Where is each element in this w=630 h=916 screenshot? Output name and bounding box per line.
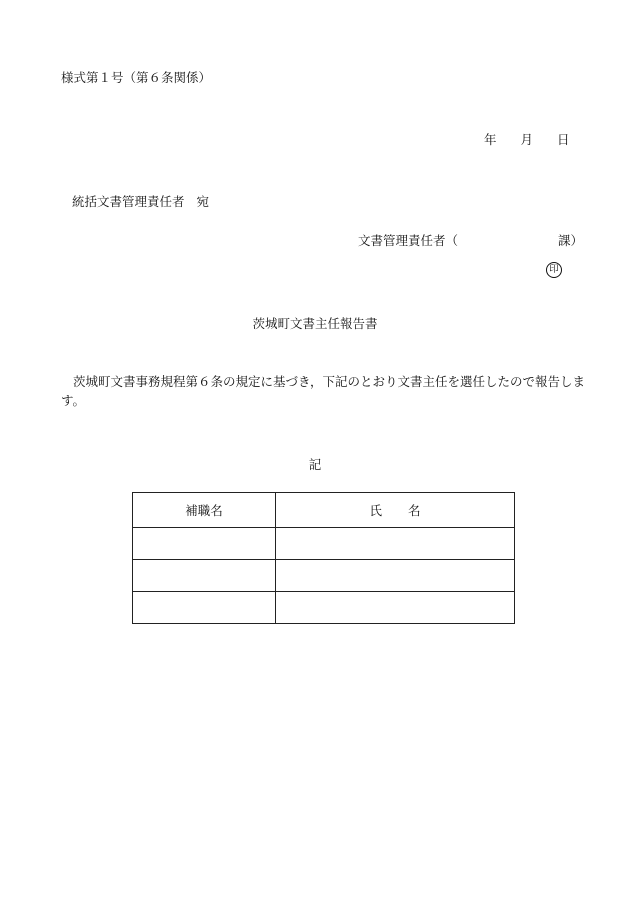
table-row xyxy=(133,560,515,592)
date-day: 日 xyxy=(557,132,570,147)
header-name-1: 氏 xyxy=(369,503,382,518)
date-year: 年 xyxy=(484,132,497,147)
addressee xyxy=(72,192,209,210)
header-name-2: 名 xyxy=(408,503,421,518)
body-text: 茨城町文書事務規程第６条の規定に基づき，下記のとおり文書主任を選任したので報告します。 xyxy=(61,374,586,408)
header-assistant-title: 補職名 xyxy=(133,493,276,528)
addressee-name: 統括文書管理責任者 xyxy=(72,194,185,209)
addressee-suffix: 宛 xyxy=(196,194,210,209)
cell-assistant-title[interactable] xyxy=(133,528,276,560)
header-name xyxy=(276,493,515,528)
date-line xyxy=(484,130,570,148)
ki-heading: 記 xyxy=(308,457,322,472)
sender-line xyxy=(358,231,583,249)
table-row xyxy=(133,592,515,624)
seal-mark: 印 xyxy=(546,262,562,278)
officer-table xyxy=(132,492,515,624)
cell-assistant-title[interactable] xyxy=(133,592,276,624)
table-row xyxy=(133,528,515,560)
cell-assistant-title[interactable] xyxy=(133,560,276,592)
form-number: 様式第１号（第６条関係） xyxy=(61,70,212,85)
cell-name[interactable] xyxy=(276,560,515,592)
sender-section-suffix: 課） xyxy=(558,233,584,248)
date-month: 月 xyxy=(520,132,534,147)
cell-name[interactable] xyxy=(276,528,515,560)
table-header-row xyxy=(133,493,515,528)
cell-name[interactable] xyxy=(276,592,515,624)
document-title: 茨城町文書主任報告書 xyxy=(252,316,378,331)
sender-role: 文書管理責任者（ xyxy=(358,233,459,248)
